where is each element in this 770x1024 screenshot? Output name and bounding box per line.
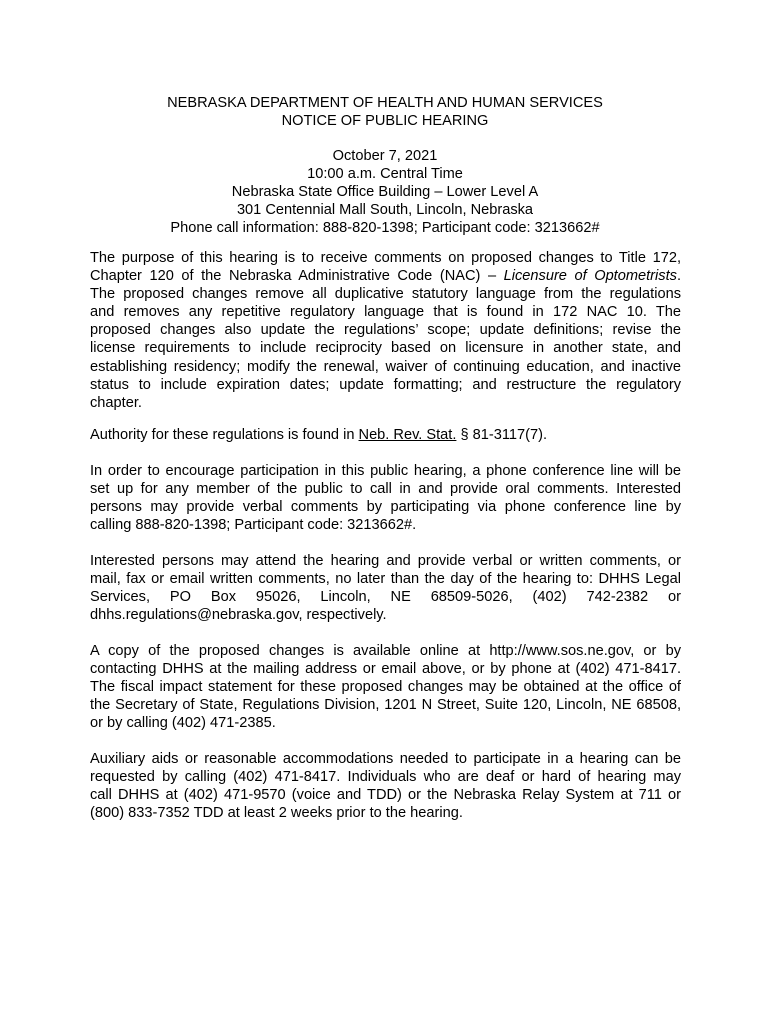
meeting-phone: Phone call information: 888-820-1398; Participant code: 3213662# xyxy=(170,220,600,237)
attendance-line: Interested persons may attend the hearing and provide verbal or written comments, or xyxy=(90,553,681,569)
aids-line: (800) 833-7352 TDD at least 2 weeks prior to the hearing. xyxy=(90,805,463,822)
aids-line: requested by calling (402) 471-8417. Individuals who are deaf or hard of hearing may xyxy=(90,769,681,786)
attendance-line: Services, PO Box 95026, Lincoln, NE 68509-5026, (402) 742-2382 or xyxy=(90,589,681,606)
meeting-time: 10:00 a.m. Central Time xyxy=(307,166,463,183)
participation-line: set up for any member of the public to call in and provide oral comments. Interested xyxy=(90,481,681,498)
rule-title: Licensure of Optometrists xyxy=(503,268,677,285)
attendance-paragraph xyxy=(90,552,681,624)
aids-line: Auxiliary aids or reasonable accommodations needed to participate in a hearing can be xyxy=(90,751,681,767)
purpose-line: Chapter 120 of the Nebraska Administrative Code (NAC) – Licensure of Optometrists. xyxy=(90,268,681,285)
copy-line: A copy of the proposed changes is available online at http://www.sos.ne.gov, or by xyxy=(90,643,681,659)
participation-line: calling 888-820-1398; Participant code: 3213662#. xyxy=(90,517,417,534)
meeting-address: 301 Centennial Mall South, Lincoln, Nebraska xyxy=(236,202,534,219)
copy-paragraph xyxy=(90,642,681,732)
purpose-line: and removes any repetitive regulatory language that is found in 172 NAC 10. The xyxy=(90,304,681,321)
meeting-date: October 7, 2021 xyxy=(332,148,438,164)
attendance-line: mail, fax or email written comments, no later than the day of the hearing to: DHHS Legal xyxy=(90,571,681,588)
participation-line: persons may provide verbal comments by participating via phone conference line by xyxy=(90,499,681,516)
purpose-paragraph xyxy=(90,249,681,412)
aids-line: call DHHS at (402) 471-9570 (voice and TDD) or the Nebraska Relay System at 711 or xyxy=(90,787,681,804)
purpose-line: status to include expiration dates; update formatting; and restructure the regulatory xyxy=(90,376,681,393)
purpose-line: establishing residency; modify the renewal, waiver of continuing education, and inactive xyxy=(90,358,681,375)
authority-paragraph xyxy=(90,426,681,444)
participation-line: In order to encourage participation in this public hearing, a phone conference line will be xyxy=(90,463,681,479)
statute-reference: Neb. Rev. Stat. xyxy=(358,427,457,443)
purpose-line: license requirements to include reciprocity based on licensure in another state, and xyxy=(90,340,681,357)
agency-title: NEBRASKA DEPARTMENT OF HEALTH AND HUMAN SERVICES xyxy=(167,95,603,111)
meeting-details xyxy=(0,147,770,237)
participation-paragraph xyxy=(90,462,681,534)
copy-line: The fiscal impact statement for these proposed changes may be obtained at the office of xyxy=(90,679,681,696)
purpose-line: chapter. xyxy=(90,394,142,411)
meeting-location: Nebraska State Office Building – Lower Level A xyxy=(231,184,539,201)
purpose-line: proposed changes also update the regulations’ scope; update definitions; revise the xyxy=(90,322,681,339)
copy-line: contacting DHHS at the mailing address or email above, or by phone at (402) 471-8417. xyxy=(90,661,681,678)
purpose-line: The purpose of this hearing is to receive comments on proposed changes to Title 172, xyxy=(90,250,681,266)
copy-line: or by calling (402) 471-2385. xyxy=(90,715,276,732)
notice-title: NOTICE OF PUBLIC HEARING xyxy=(281,113,489,130)
attendance-line: dhhs.regulations@nebraska.gov, respectively. xyxy=(90,607,387,624)
aids-paragraph xyxy=(90,750,681,822)
authority-line: Authority for these regulations is found in Neb. Rev. Stat. § 81-3117(7). xyxy=(90,427,547,443)
copy-line: the Secretary of State, Regulations Division, 1201 N Street, Suite 120, Lincoln, NE 68508, xyxy=(90,697,681,714)
document-header xyxy=(0,94,770,130)
purpose-line: The proposed changes remove all duplicative statutory language from the regulations xyxy=(90,286,681,303)
